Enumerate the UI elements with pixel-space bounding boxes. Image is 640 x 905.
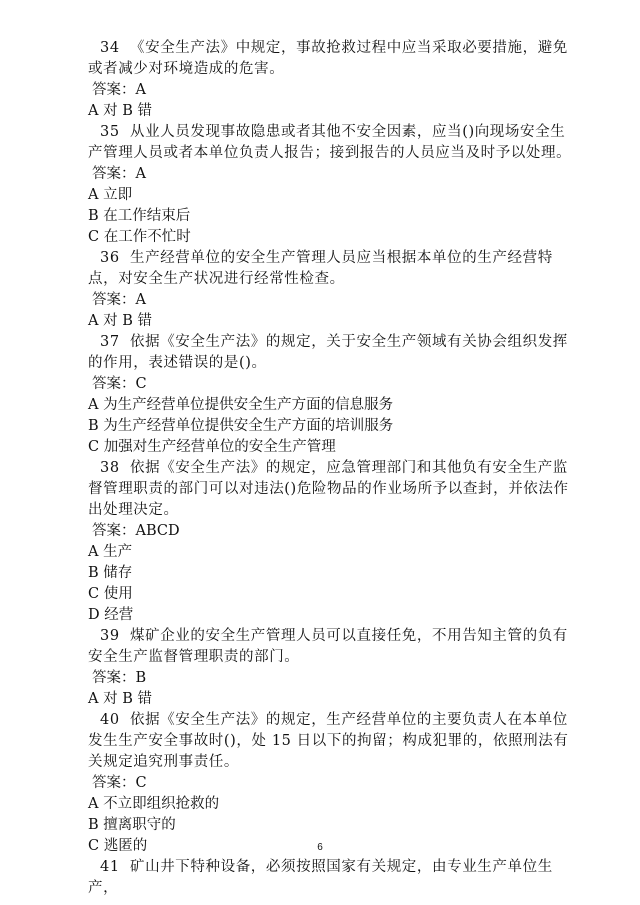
answer-line: 答案：C [92,376,147,392]
answer-option: B 擅离职守的 [88,817,176,833]
question-item [88,38,580,122]
question-number: 35 [100,124,120,140]
question-number: 34 [100,40,120,56]
question-text [88,710,580,773]
answer-option: C 逃匿的 [88,838,148,854]
question-text [88,626,580,668]
question-body: 煤矿企业的安全生产管理人员可以直接任免，不用告知主管的负有安全生产监督管理职责的部门。 [88,628,568,665]
question-body: 《安全生产法》中规定，事故抢救过程中应当采取必要措施，避免或者减少对环境造成的危害。 [88,40,568,77]
answer-option: A 为生产经营单位提供安全生产方面的信息服务 [88,397,394,413]
answer-line: 答案：C [92,775,147,791]
answer-option: C 使用 [88,586,133,602]
question-item [88,122,580,248]
answer-option: A 立即 [88,187,133,203]
answer-option: B 储存 [88,565,133,581]
question-item [88,710,580,857]
question-text [88,122,580,164]
question-number: 41 [100,859,120,875]
answer-line: 答案：A [92,166,146,182]
answer-line: 答案：A [92,82,146,98]
question-body: 生产经营单位的安全生产管理人员应当根据本单位的生产经营特点，对安全生产状况进行经常性检查。 [88,250,553,287]
question-item [88,332,580,458]
question-item [88,458,580,626]
answer-option: D 经营 [88,607,134,623]
question-item [88,626,580,710]
page-number: 6 [317,842,323,853]
question-body: 矿山井下特种设备，必须按照国家有关规定，由专业生产单位生产， [88,859,553,896]
question-number: 38 [100,460,120,476]
question-body: 依据《安全生产法》的规定，关于安全生产领域有关协会组织发挥的作用，表述错误的是()。 [88,334,568,371]
question-text [88,458,580,521]
answer-line: 答案：ABCD [92,523,180,539]
answer-option: A 生产 [88,544,133,560]
answer-option: C 加强对生产经营单位的安全生产管理 [88,439,336,455]
answer-line: 答案：A [92,292,146,308]
question-text [88,248,580,290]
question-number: 39 [100,628,120,644]
question-text [88,332,580,374]
answer-option: A 对 B 错 [88,103,152,119]
question-body: 依据《安全生产法》的规定，生产经营单位的主要负责人在本单位发生生产安全事故时()，处 15 日以下的拘留；构成犯罪的，依照刑法有关规定追究刑事责任。 [88,712,569,770]
question-text [88,38,580,80]
answer-option: B 为生产经营单位提供安全生产方面的培训服务 [88,418,394,434]
question-item [88,248,580,332]
question-number: 37 [100,334,120,350]
answer-option: A 对 B 错 [88,691,152,707]
answer-option: A 对 B 错 [88,313,152,329]
question-body: 从业人员发现事故隐患或者其他不安全因素，应当()向现场安全生产管理人员或者本单位负责人报告；接到报告的人员应当及时予以处理。 [88,124,572,161]
question-number: 40 [100,712,120,728]
answer-option: B 在工作结束后 [88,208,191,224]
question-body: 依据《安全生产法》的规定，应急管理部门和其他负有安全生产监督管理职责的部门可以对违法()危险物品的作业场所予以查封，并依法作出处理决定。 [88,460,569,518]
answer-option: A 不立即组织抢救的 [88,796,220,812]
answer-option: C 在工作不忙时 [88,229,191,245]
question-number: 36 [100,250,120,266]
question-item [88,857,580,899]
question-text [88,857,580,899]
question-list [88,38,580,899]
answer-line: 答案：B [92,670,147,686]
